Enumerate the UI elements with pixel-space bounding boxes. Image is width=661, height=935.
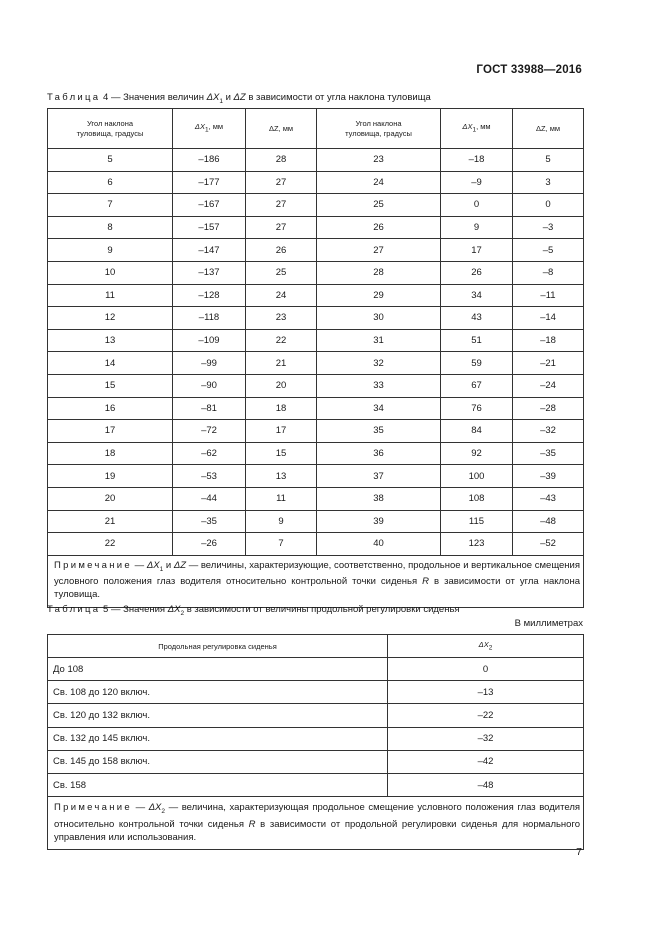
cell-dx2: –32 — [388, 727, 584, 750]
table5-caption-text2: в зависимости от величины продольной регулировки сиденья — [184, 604, 460, 615]
table4-caption-number: 4 — [103, 92, 109, 103]
cell-angle-left: 12 — [48, 307, 173, 330]
cell-dx1-right: 43 — [441, 307, 513, 330]
cell-range: Св. 158 — [48, 773, 388, 796]
cell-range: До 108 — [48, 658, 388, 681]
cell-angle-left: 6 — [48, 171, 173, 194]
cell-dx2: –42 — [388, 750, 584, 773]
cell-dx1-right: 51 — [441, 329, 513, 352]
cell-dx1-right: 76 — [441, 397, 513, 420]
table-row — [48, 773, 584, 796]
table4 — [47, 108, 584, 608]
table-row — [48, 397, 584, 420]
standard-code: ГОСТ 33988—2016 — [476, 64, 582, 76]
table4-caption-dx-sub: 1 — [219, 97, 223, 105]
cell-dz-right: –43 — [513, 487, 584, 510]
header-range: Продольная регулировка сиденья — [48, 635, 388, 658]
table-row — [48, 442, 584, 465]
cell-dx1-left: –109 — [173, 329, 246, 352]
note-dz: ΔZ — [173, 559, 187, 571]
cell-dx1-right: 17 — [441, 239, 513, 262]
cell-range: Св. 108 до 120 включ. — [48, 681, 388, 704]
table4-caption-label: Таблица — [47, 92, 101, 103]
cell-dz-left: 21 — [246, 352, 317, 375]
cell-angle-right: 34 — [317, 397, 441, 420]
table4-note-row — [48, 555, 584, 607]
note-and: и — [163, 559, 174, 571]
cell-dx1-right: 92 — [441, 442, 513, 465]
cell-dx1-left: –118 — [173, 307, 246, 330]
cell-dz-right: –3 — [513, 216, 584, 239]
note-dash: — — [132, 559, 147, 571]
cell-dx1-left: –35 — [173, 510, 246, 533]
cell-angle-left: 18 — [48, 442, 173, 465]
note5-text2: в зависимости от продольной регулировки сиденья для нормального управления или использования. — [54, 818, 581, 843]
cell-angle-right: 27 — [317, 239, 441, 262]
table5-caption-text1: Значения — [123, 604, 168, 615]
table5-note — [48, 797, 584, 850]
header-dx2-sub: 2 — [488, 644, 493, 652]
cell-dx1-left: –72 — [173, 420, 246, 443]
header-dx1-right — [441, 109, 513, 149]
note5-label: Примечание — [54, 802, 132, 814]
cell-dz-right: –8 — [513, 261, 584, 284]
header-angle-line1: Угол наклона — [355, 118, 402, 128]
cell-dz-left: 23 — [246, 307, 317, 330]
cell-angle-left: 22 — [48, 533, 173, 556]
cell-angle-left: 20 — [48, 487, 173, 510]
table5-caption-dx-sub: 2 — [180, 609, 185, 617]
cell-angle-left: 19 — [48, 465, 173, 488]
cell-dz-left: 15 — [246, 442, 317, 465]
cell-dz-right: –14 — [513, 307, 584, 330]
table-row — [48, 704, 584, 727]
cell-dx1-right: 59 — [441, 352, 513, 375]
table5-caption-label: Таблица — [47, 604, 101, 615]
cell-dx2: –48 — [388, 773, 584, 796]
cell-dx1-right: 0 — [441, 194, 513, 217]
header-dx-sub: 1 — [472, 126, 477, 134]
cell-angle-left: 7 — [48, 194, 173, 217]
table5-note-row — [48, 797, 584, 850]
header-angle-line1: Угол наклона — [86, 118, 134, 128]
table4-header-row — [48, 109, 584, 149]
cell-dx1-right: –18 — [441, 149, 513, 172]
table-row — [48, 149, 584, 172]
table-row — [48, 261, 584, 284]
cell-range: Св. 120 до 132 включ. — [48, 704, 388, 727]
cell-dz-left: 27 — [246, 171, 317, 194]
cell-dz-right: –24 — [513, 374, 584, 397]
table-row — [48, 420, 584, 443]
cell-dz-right: –35 — [513, 442, 584, 465]
table4-body — [48, 149, 584, 556]
cell-dx1-right: 67 — [441, 374, 513, 397]
table-row — [48, 329, 584, 352]
cell-angle-left: 13 — [48, 329, 173, 352]
cell-angle-right: 25 — [317, 194, 441, 217]
cell-dx1-right: 108 — [441, 487, 513, 510]
note5-dx: ΔX — [148, 802, 162, 814]
cell-dx1-right: 84 — [441, 420, 513, 443]
note5-text1: — величина, характеризующая продольное смещение условного положения глаз водителя относительно контрольной точки сиденья — [54, 802, 581, 830]
note5-r: R — [248, 818, 256, 830]
cell-angle-left: 17 — [48, 420, 173, 443]
cell-angle-left: 21 — [48, 510, 173, 533]
table-row — [48, 727, 584, 750]
table5 — [47, 634, 584, 850]
table4-caption-text2: в зависимости от угла наклона туловища — [245, 92, 431, 103]
table-row — [48, 374, 584, 397]
table-row — [48, 239, 584, 262]
table5-caption-dash: — — [110, 604, 121, 615]
header-angle-line2: туловища, градусы — [345, 128, 412, 138]
note-text1: — величины, характеризующие, соответственно, продольное и вертикальное смещения условного положения глаз водителя относительно контрольной точки сиденья — [54, 559, 581, 588]
cell-dz-left: 20 — [246, 374, 317, 397]
cell-angle-right: 32 — [317, 352, 441, 375]
cell-dz-right: –32 — [513, 420, 584, 443]
cell-dx1-left: –137 — [173, 261, 246, 284]
table4-caption-text1: Значения величин — [123, 92, 207, 103]
note-r: R — [422, 576, 430, 588]
cell-dz-right: –5 — [513, 239, 584, 262]
header-dx-symbol: ΔX — [194, 121, 205, 131]
cell-dz-right: –28 — [513, 397, 584, 420]
cell-dz-right: –18 — [513, 329, 584, 352]
table5-caption-dx: ΔX — [167, 604, 181, 615]
cell-dx1-left: –81 — [173, 397, 246, 420]
table-row — [48, 681, 584, 704]
table4-caption-and: и — [222, 92, 234, 103]
table-row — [48, 510, 584, 533]
table-row — [48, 171, 584, 194]
table-row — [48, 216, 584, 239]
cell-dx1-left: –62 — [173, 442, 246, 465]
cell-angle-right: 35 — [317, 420, 441, 443]
header-dx-unit: , мм — [476, 121, 491, 131]
cell-dx1-right: 123 — [441, 533, 513, 556]
note5-dx-sub: 2 — [161, 808, 166, 816]
cell-angle-right: 39 — [317, 510, 441, 533]
header-dx2-symbol: ΔX — [478, 640, 489, 650]
cell-angle-left: 10 — [48, 261, 173, 284]
cell-dz-left: 17 — [246, 420, 317, 443]
cell-dx1-right: 100 — [441, 465, 513, 488]
cell-angle-right: 28 — [317, 261, 441, 284]
cell-dz-right: –52 — [513, 533, 584, 556]
table-row — [48, 658, 584, 681]
table-row — [48, 465, 584, 488]
table5-header-row — [48, 635, 584, 658]
cell-dz-left: 7 — [246, 533, 317, 556]
cell-range: Св. 132 до 145 включ. — [48, 727, 388, 750]
header-dx-sub: 1 — [204, 126, 209, 134]
cell-dx1-left: –147 — [173, 239, 246, 262]
table4-note — [48, 555, 584, 607]
cell-dz-left: 25 — [246, 261, 317, 284]
cell-dx1-right: 34 — [441, 284, 513, 307]
cell-angle-right: 31 — [317, 329, 441, 352]
table-row — [48, 194, 584, 217]
cell-angle-right: 24 — [317, 171, 441, 194]
cell-angle-left: 15 — [48, 374, 173, 397]
cell-dz-right: 5 — [513, 149, 584, 172]
cell-dx2: 0 — [388, 658, 584, 681]
table4-caption-dz: ΔZ — [233, 92, 246, 103]
cell-dx1-left: –157 — [173, 216, 246, 239]
cell-dx1-right: –9 — [441, 171, 513, 194]
header-dz-left: ΔZ, мм — [246, 109, 317, 149]
cell-angle-left: 5 — [48, 149, 173, 172]
cell-angle-right: 38 — [317, 487, 441, 510]
cell-angle-left: 16 — [48, 397, 173, 420]
cell-dz-right: –48 — [513, 510, 584, 533]
cell-dz-right: –21 — [513, 352, 584, 375]
cell-angle-right: 23 — [317, 149, 441, 172]
table4-caption — [47, 92, 431, 105]
cell-dx1-left: –26 — [173, 533, 246, 556]
note-label: Примечание — [54, 559, 132, 571]
cell-angle-right: 29 — [317, 284, 441, 307]
table-row — [48, 352, 584, 375]
cell-dz-left: 13 — [246, 465, 317, 488]
header-dz-right: ΔZ, мм — [513, 109, 584, 149]
cell-angle-right: 37 — [317, 465, 441, 488]
table-row — [48, 533, 584, 556]
cell-dx1-left: –44 — [173, 487, 246, 510]
cell-dz-left: 28 — [246, 149, 317, 172]
cell-dx1-left: –99 — [173, 352, 246, 375]
cell-range: Св. 145 до 158 включ. — [48, 750, 388, 773]
table-row — [48, 487, 584, 510]
header-dx-unit: , мм — [208, 121, 224, 131]
cell-dz-left: 11 — [246, 487, 317, 510]
header-angle-left — [48, 109, 173, 149]
note5-dash: — — [132, 802, 149, 814]
table5-body — [48, 658, 584, 797]
table4-caption-dash: — — [110, 92, 121, 103]
cell-dx1-right: 115 — [441, 510, 513, 533]
note-dx-sub: 1 — [159, 565, 164, 573]
note-text2: в зависимости от угла наклона туловища. — [54, 576, 580, 601]
cell-angle-left: 8 — [48, 216, 173, 239]
cell-angle-left: 14 — [48, 352, 173, 375]
cell-dz-left: 27 — [246, 216, 317, 239]
header-dx2 — [388, 635, 584, 658]
cell-dx1-right: 9 — [441, 216, 513, 239]
cell-angle-right: 26 — [317, 216, 441, 239]
cell-angle-right: 36 — [317, 442, 441, 465]
cell-dx1-right: 26 — [441, 261, 513, 284]
cell-angle-right: 40 — [317, 533, 441, 556]
cell-dz-right: 3 — [513, 171, 584, 194]
table-row — [48, 284, 584, 307]
note-dx: ΔX — [146, 559, 160, 571]
table5-units: В миллиметрах — [514, 618, 583, 629]
header-angle-right — [317, 109, 441, 149]
cell-dz-right: –39 — [513, 465, 584, 488]
cell-dz-left: 27 — [246, 194, 317, 217]
cell-dx1-left: –128 — [173, 284, 246, 307]
header-dx-symbol: ΔX — [462, 121, 473, 131]
cell-dx2: –22 — [388, 704, 584, 727]
cell-dz-right: –11 — [513, 284, 584, 307]
cell-dz-left: 24 — [246, 284, 317, 307]
cell-dx1-left: –186 — [173, 149, 246, 172]
cell-angle-left: 11 — [48, 284, 173, 307]
cell-dx2: –13 — [388, 681, 584, 704]
table5-caption — [47, 604, 460, 617]
table5-caption-number: 5 — [103, 604, 109, 615]
cell-dx1-left: –90 — [173, 374, 246, 397]
page-number: 7 — [576, 846, 582, 858]
cell-angle-right: 30 — [317, 307, 441, 330]
cell-angle-left: 9 — [48, 239, 173, 262]
table-row — [48, 307, 584, 330]
table-row — [48, 750, 584, 773]
cell-angle-right: 33 — [317, 374, 441, 397]
header-angle-line2: туловища, градусы — [76, 128, 144, 138]
table4-caption-dx: ΔX — [206, 92, 220, 103]
cell-dz-left: 18 — [246, 397, 317, 420]
cell-dz-left: 9 — [246, 510, 317, 533]
cell-dz-left: 26 — [246, 239, 317, 262]
cell-dx1-left: –167 — [173, 194, 246, 217]
cell-dz-left: 22 — [246, 329, 317, 352]
cell-dx1-left: –177 — [173, 171, 246, 194]
cell-dx1-left: –53 — [173, 465, 246, 488]
header-dx1-left — [173, 109, 246, 149]
cell-dz-right: 0 — [513, 194, 584, 217]
